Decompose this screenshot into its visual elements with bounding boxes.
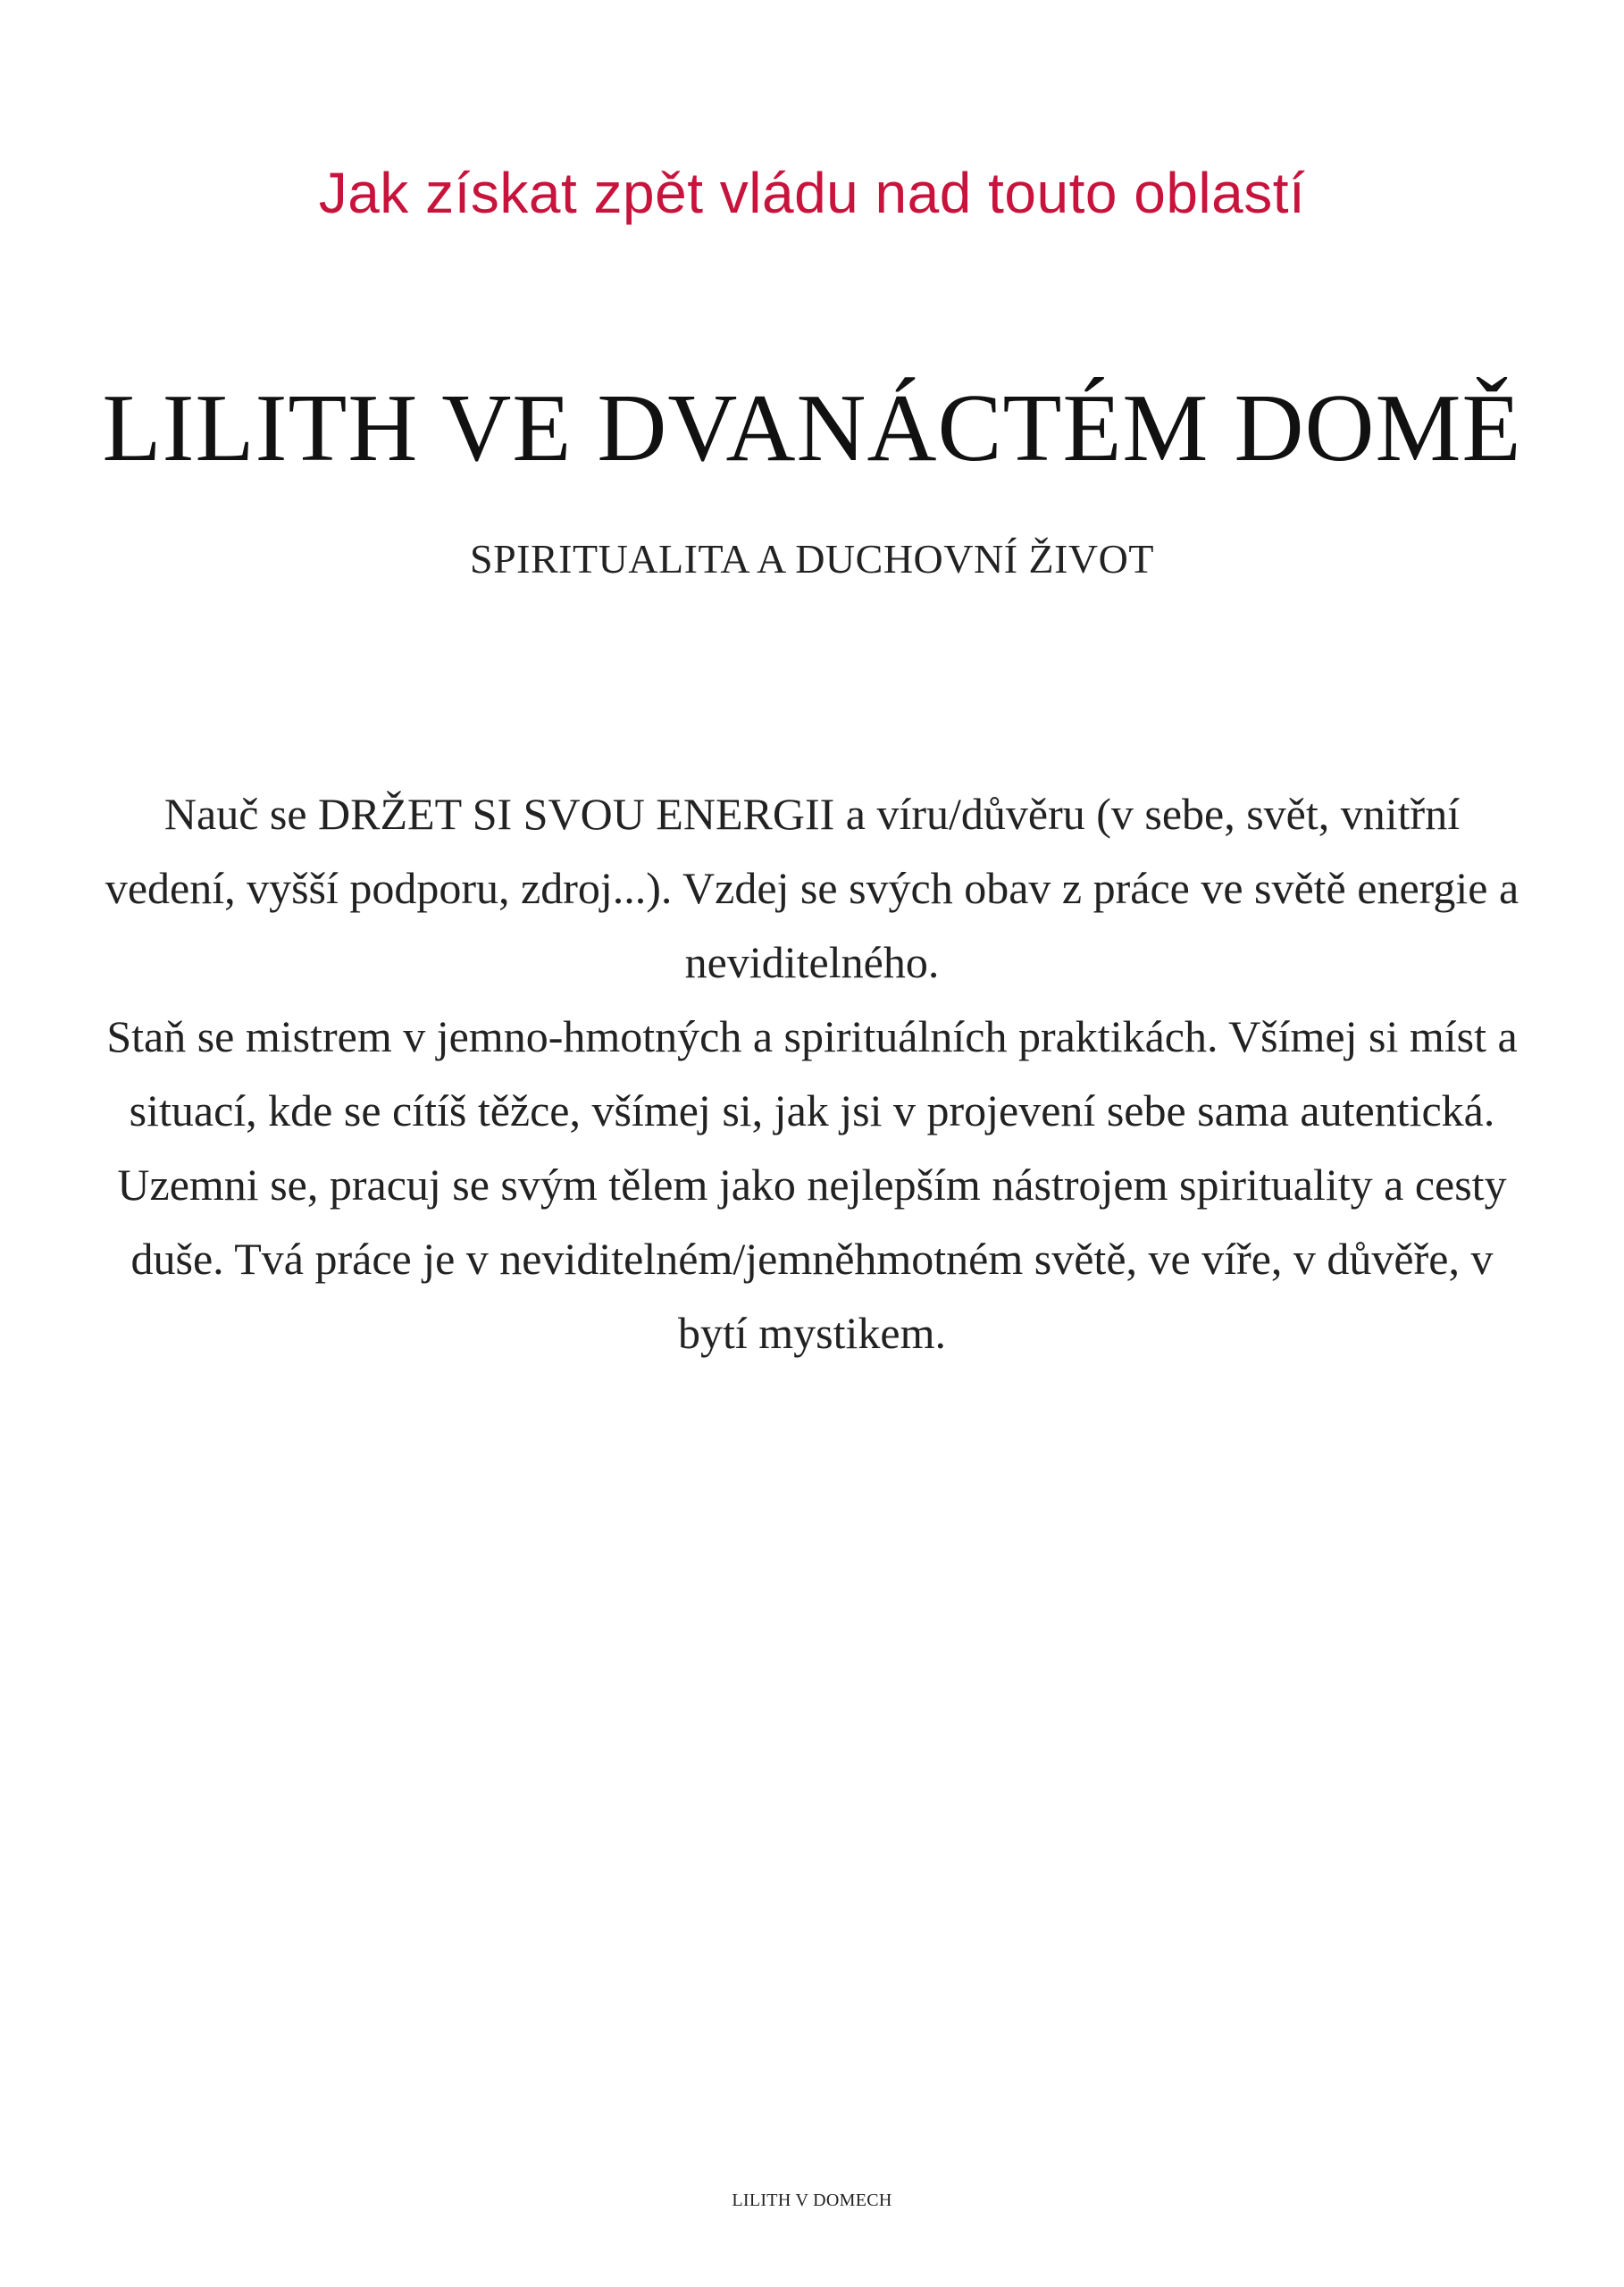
page-footer: LILITH V DOMECH xyxy=(732,2191,892,2210)
body-text xyxy=(98,777,1526,1370)
page-title: LILITH VE DVANÁCTÉM DOMĚ xyxy=(102,375,1522,482)
page-subtitle: SPIRITUALITA A DUCHOVNÍ ŽIVOT xyxy=(470,536,1154,582)
kicker-heading: Jak získat zpět vládu nad touto oblastí xyxy=(318,161,1306,225)
body-paragraph-1: Nauč se DRŽET SI SVOU ENERGII a víru/důvěru (v sebe, svět, vnitřní vedení, vyšší podporu, zdroj...). Vzdej se svých obav z práce ve světě energie a neviditelného. xyxy=(105,789,1519,987)
body-paragraph-2: Staň se mistrem v jemno-hmotných a spirituálních praktikách. Všímej si míst a situací, kde se cítíš těžce, všímej si, jak jsi v projevení sebe sama autentická. Uzemni se, pracuj se svým tělem jako nejlepším nástrojem spirituality a cesty duše. Tvá práce je v neviditelném/jemněhmotném světě, ve víře, v důvěře, v bytí mystikem. xyxy=(106,1011,1518,1358)
